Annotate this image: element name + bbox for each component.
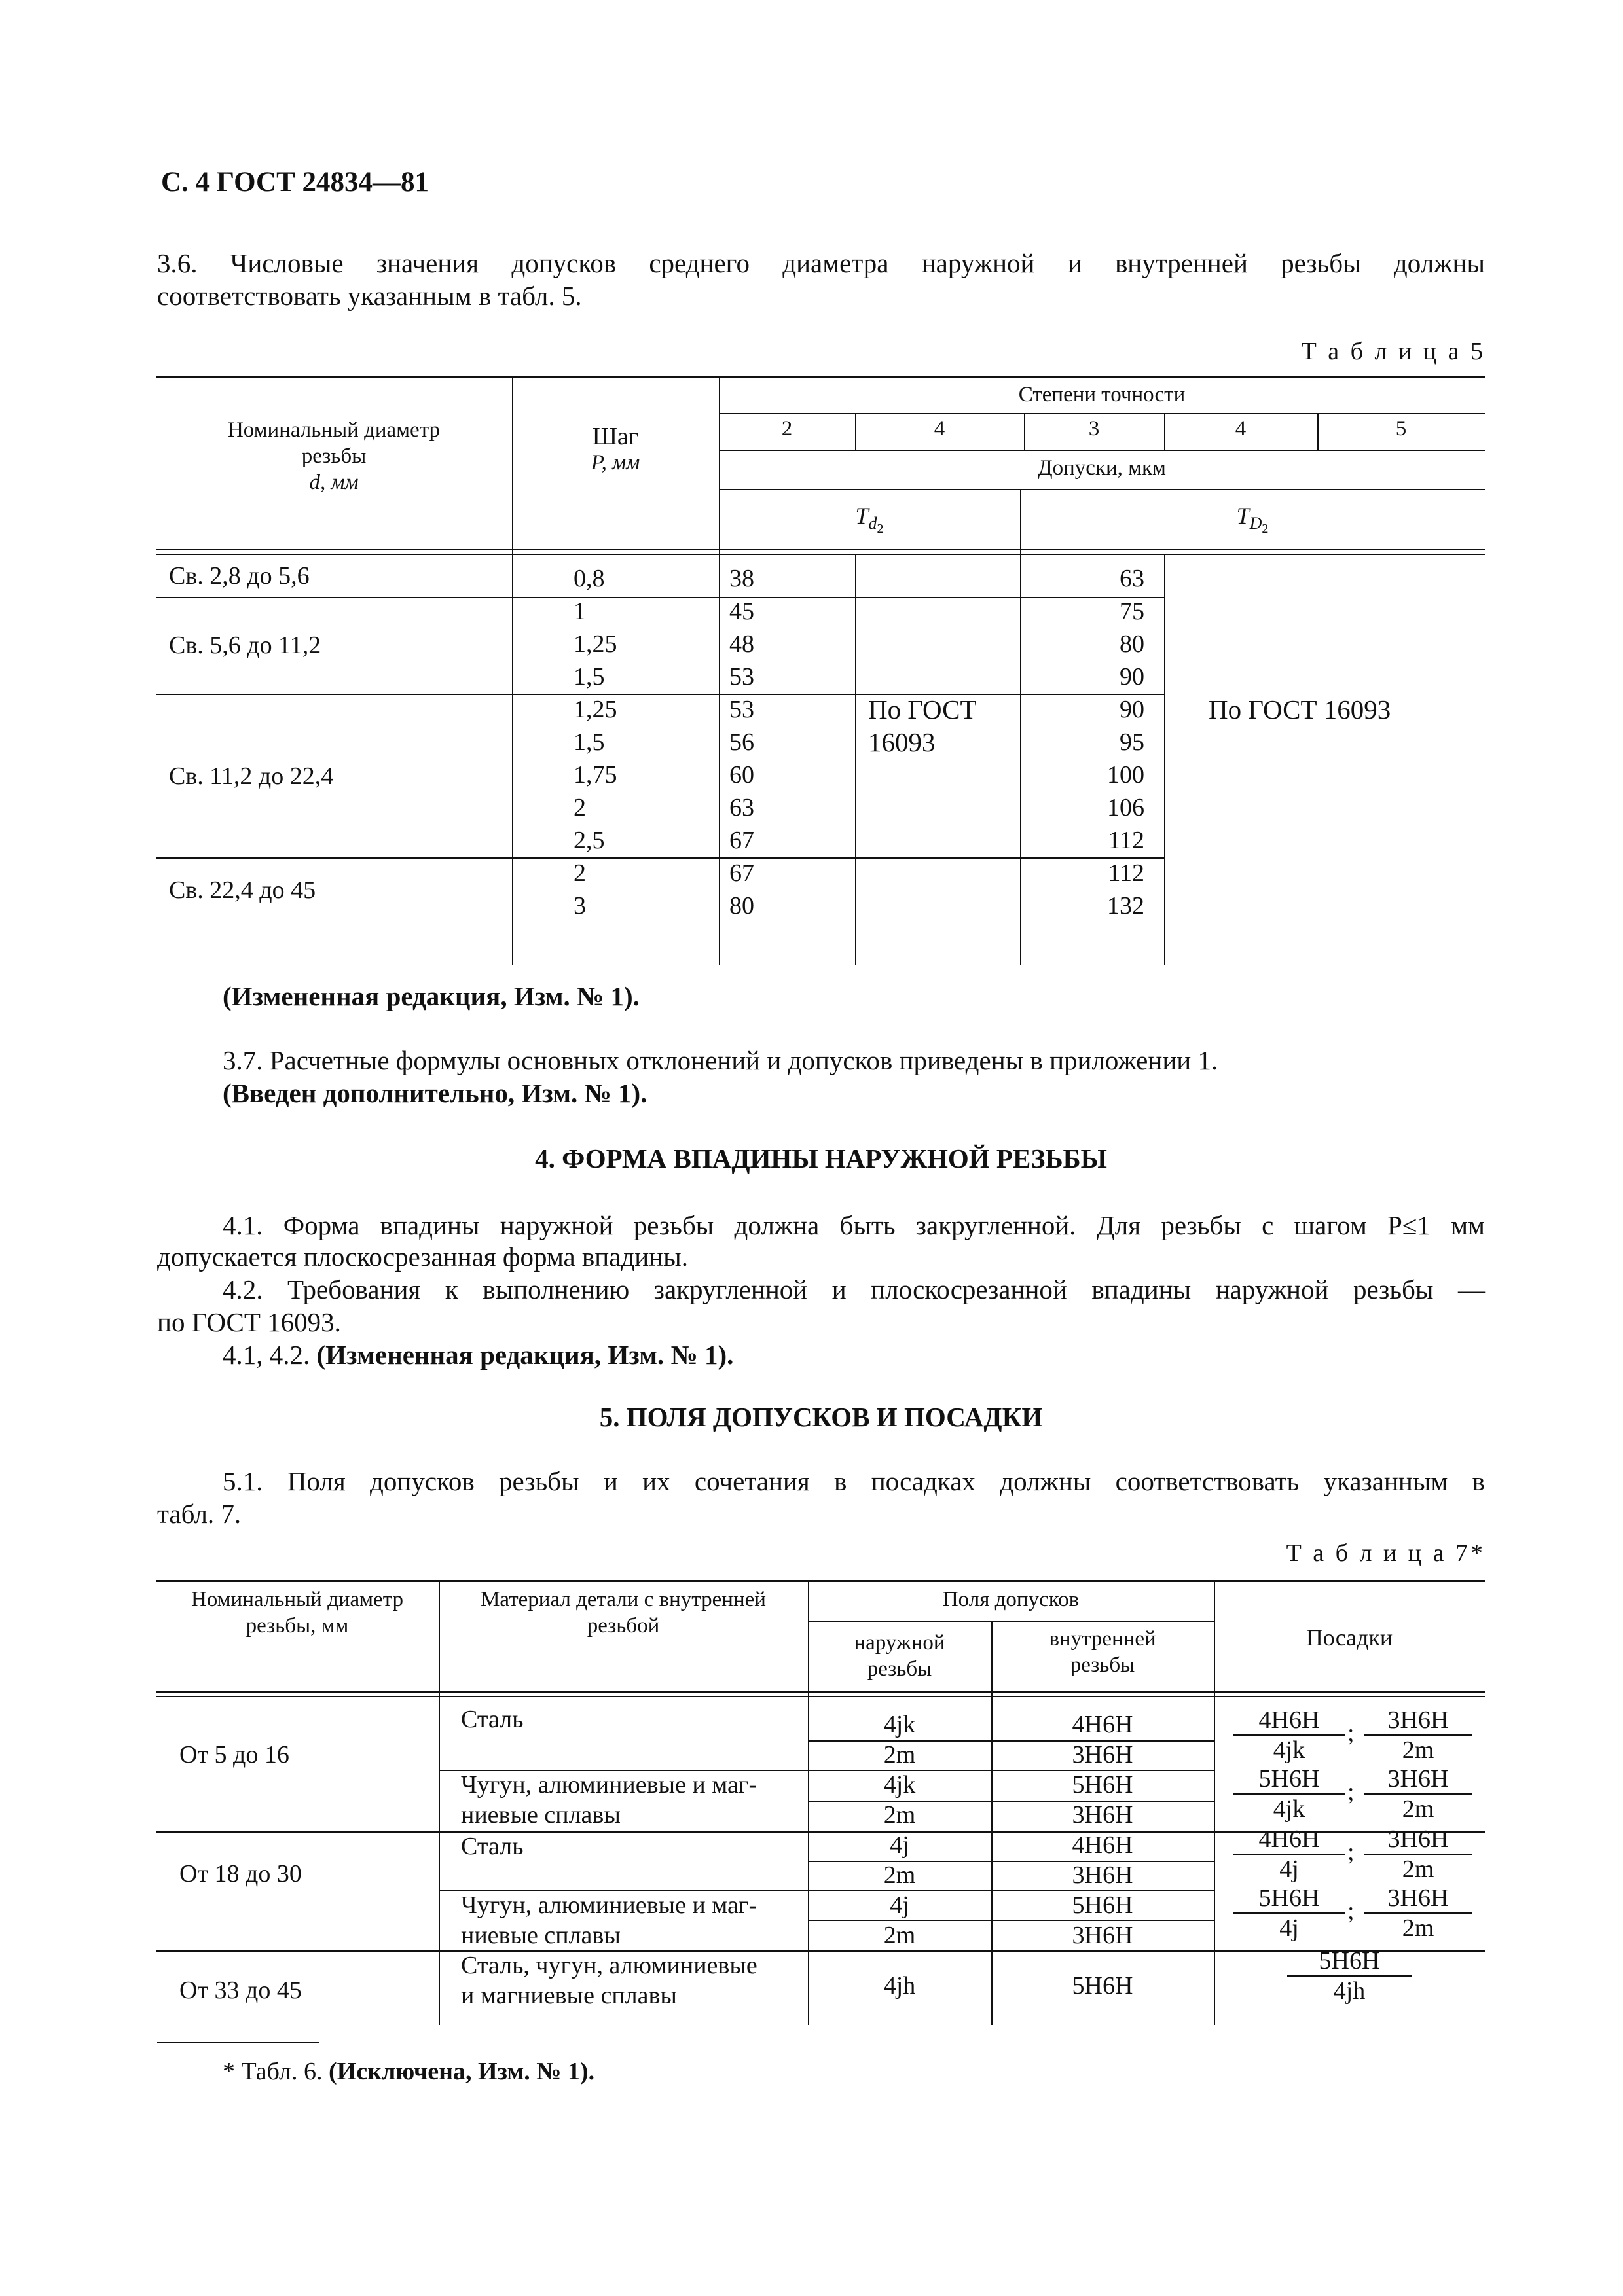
table-5-tolerance-header: Допуски, мкм bbox=[1038, 456, 1166, 480]
table-5-accuracy-header: Степени точности bbox=[1018, 383, 1186, 406]
table-5-pitch: 1,75 bbox=[574, 761, 617, 789]
table-5-grade: 5 bbox=[1395, 417, 1407, 440]
table-5-value: 112 bbox=[1108, 859, 1144, 887]
paragraph-4-2-line-2: по ГОСТ 16093. bbox=[157, 1307, 341, 1337]
table-5-tD2-symbol: $T_{D_2}$ bbox=[1236, 503, 1269, 537]
paragraph-5-1-line-2: табл. 7. bbox=[157, 1499, 242, 1529]
table-5-value: 132 bbox=[1107, 892, 1144, 920]
table-5-col-diameter-header: Номинальный диаметр резьбы d, мм bbox=[227, 418, 441, 494]
table-7-outer-field: 2m bbox=[883, 1801, 916, 1829]
table-5-col-pitch-header: Шаг P, мм bbox=[591, 423, 640, 475]
table-7-outer-field: 2m bbox=[883, 1861, 916, 1889]
table-5-pitch: 3 bbox=[574, 892, 586, 920]
table-5-value: 48 bbox=[729, 630, 754, 658]
table-7-inner-field: 4H6H bbox=[1072, 1711, 1133, 1738]
table-5-tD2-grade45-ref: По ГОСТ 16093 bbox=[1209, 694, 1391, 725]
table-5-td2-symbol: $T_{d_2}$ bbox=[855, 503, 884, 537]
table-5-grade: 4 bbox=[1235, 417, 1247, 440]
table-5-value: 63 bbox=[729, 794, 754, 821]
paragraph-4-1-line-1: 4.1. Форма впадины наружной резьбы должна быть закругленной. Для резьбы с шагом P≤1 мм bbox=[223, 1210, 1485, 1240]
table-7-outer-field: 4j bbox=[890, 1831, 909, 1859]
table-7-fit: 5H6H 4j ; 3H6H 2m bbox=[1214, 1884, 1485, 1944]
table-7-outer-field: 4jk bbox=[883, 1711, 916, 1738]
table-5-grade: 3 bbox=[1088, 417, 1100, 440]
table-7-inner-field: 5H6H bbox=[1072, 1972, 1133, 2000]
table-7-fields-header: Поля допусков bbox=[942, 1588, 1080, 1611]
table-7-material: Чугун, алюминиевые и маг- ниевые сплавы bbox=[461, 1771, 757, 1829]
table-7-material: Сталь, чугун, алюминиевые и магниевые сплавы bbox=[461, 1952, 757, 2009]
table-5-value: 75 bbox=[1120, 598, 1144, 625]
table-5-value: 53 bbox=[729, 696, 754, 723]
table-5-td2-grade2-column bbox=[729, 562, 754, 922]
table-5-value: 38 bbox=[729, 565, 754, 592]
table-5-pitch: 1,5 bbox=[574, 728, 605, 756]
table-5-value: 63 bbox=[1120, 565, 1144, 592]
table-7-col-material-header: Материал детали с внутренней резьбой bbox=[481, 1588, 766, 1638]
table-5-value: 45 bbox=[729, 598, 754, 625]
table-5-value: 100 bbox=[1107, 761, 1144, 789]
table-5-value: 80 bbox=[1120, 630, 1144, 658]
table-5-value: 67 bbox=[729, 859, 754, 887]
table-5-grade: 4 bbox=[934, 417, 945, 440]
paragraph-4-2-line-1: 4.2. Требования к выполнению закругленной и плоскосрезанной впадины наружной резьбы — bbox=[223, 1274, 1485, 1304]
table-7-diameter: От 18 до 30 bbox=[179, 1860, 302, 1888]
table-7-outer-field: 2m bbox=[883, 1922, 916, 1949]
note-changed-edition: (Измененная редакция, Изм. № 1). bbox=[223, 981, 640, 1011]
table-5-pitch: 2 bbox=[574, 859, 586, 887]
table-5-pitch: 2,5 bbox=[574, 827, 605, 854]
table-5 bbox=[156, 376, 1485, 965]
table-5-value: 112 bbox=[1108, 827, 1144, 854]
table-5-caption: Т а б л и ц а 5 bbox=[1301, 338, 1486, 365]
table-7 bbox=[156, 1580, 1485, 2025]
table-5-pitch: 1,25 bbox=[574, 630, 617, 658]
table-7-fits-header: Посадки bbox=[1305, 1624, 1393, 1651]
table-5-diameter-group: Св. 22,4 до 45 bbox=[169, 876, 316, 904]
table-7-outer-field: 4j bbox=[890, 1892, 909, 1919]
table-5-value: 80 bbox=[729, 892, 754, 920]
table-5-value: 60 bbox=[729, 761, 754, 789]
table-5-diameter-group: Св. 11,2 до 22,4 bbox=[169, 762, 334, 790]
table-7-fit: 5H6H 4jh bbox=[1214, 1946, 1485, 2007]
table-5-value: 90 bbox=[1120, 696, 1144, 723]
table-7-material: Сталь bbox=[461, 1833, 524, 1860]
table-7-material: Сталь bbox=[461, 1706, 524, 1733]
table-5-value: 90 bbox=[1120, 663, 1144, 691]
table-7-caption: Т а б л и ц а 7* bbox=[1286, 1539, 1486, 1567]
table-5-pitch: 1 bbox=[574, 598, 586, 625]
table-5-pitch: 2 bbox=[574, 794, 586, 821]
note-introduced: (Введен дополнительно, Изм. № 1). bbox=[223, 1078, 647, 1108]
table-7-diameter: От 5 до 16 bbox=[179, 1741, 289, 1768]
table-7-fit: 5H6H 4jk ; 3H6H 2m bbox=[1214, 1765, 1485, 1825]
table-5-pitch: 0,8 bbox=[574, 565, 605, 592]
table-7-material: Чугун, алюминиевые и маг- ниевые сплавы bbox=[461, 1892, 757, 1949]
table-7-outer-column bbox=[808, 1710, 991, 1950]
paragraph-5-1-line-1: 5.1. Поля допусков резьбы и их сочетания в посадках должны соответствовать указанным в bbox=[223, 1466, 1485, 1496]
paragraph-4-1-line-2: допускается плоскосрезанная форма впадины. bbox=[157, 1242, 688, 1272]
footnote-rule bbox=[157, 2042, 319, 2043]
table-5-diameter-group: Св. 5,6 до 11,2 bbox=[169, 632, 321, 659]
paragraph-3-6-line-2: соответствовать указанным в табл. 5. bbox=[157, 281, 582, 311]
table-5-pitch: 1,25 bbox=[574, 696, 617, 723]
table-5-value: 56 bbox=[729, 728, 754, 756]
table-7-inner-field: 4H6H bbox=[1072, 1831, 1133, 1859]
table-7-outer-field: 4jh bbox=[883, 1972, 916, 2000]
table-5-pitch-column bbox=[574, 562, 617, 922]
paragraph-3-6-line-1: 3.6. Числовые значения допусков среднего диаметра наружной и внутренней резьбы должны bbox=[157, 248, 1485, 278]
table-5-grade: 2 bbox=[781, 417, 793, 440]
table-5-value: 53 bbox=[729, 663, 754, 691]
table-7-inner-field: 3H6H bbox=[1072, 1801, 1133, 1829]
table-7-diameter: От 33 до 45 bbox=[179, 1977, 302, 2004]
table-7-inner-header: внутренней резьбы bbox=[1049, 1627, 1156, 1677]
table-7-inner-field: 3H6H bbox=[1072, 1861, 1133, 1889]
table-7-inner-column bbox=[991, 1710, 1214, 1950]
section-4-title: 4. ФОРМА ВПАДИНЫ НАРУЖНОЙ РЕЗЬБЫ bbox=[535, 1143, 1107, 1174]
table-5-value: 95 bbox=[1120, 728, 1144, 756]
table-5-value: 106 bbox=[1107, 794, 1144, 821]
table-5-tD2-grade3-column bbox=[1033, 562, 1144, 922]
paragraph-4-1-4-2-note: 4.1, 4.2. (Измененная редакция, Изм. № 1). bbox=[223, 1340, 734, 1370]
table-7-outer-header: наружной резьбы bbox=[854, 1631, 945, 1681]
footnote: * Табл. 6. (Исключена, Изм. № 1). bbox=[223, 2058, 595, 2085]
table-7-fit: 4H6H 4jk ; 3H6H 2m bbox=[1214, 1706, 1485, 1766]
table-5-value: 67 bbox=[729, 827, 754, 854]
table-7-inner-field: 3H6H bbox=[1072, 1741, 1133, 1768]
table-5-td2-grade4-ref: По ГОСТ 16093 bbox=[868, 694, 977, 757]
section-5-title: 5. ПОЛЯ ДОПУСКОВ И ПОСАДКИ bbox=[599, 1402, 1043, 1432]
table-7-outer-field: 4jk bbox=[883, 1771, 916, 1799]
table-7-col-diameter-header: Номинальный диаметр резьбы, мм bbox=[191, 1588, 404, 1638]
page-header: С. 4 ГОСТ 24834—81 bbox=[161, 167, 429, 198]
table-5-diameter-group: Св. 2,8 до 5,6 bbox=[169, 562, 310, 590]
table-7-inner-field: 5H6H bbox=[1072, 1771, 1133, 1799]
table-7-outer-field: 2m bbox=[883, 1741, 916, 1768]
table-7-fit: 4H6H 4j ; 3H6H 2m bbox=[1214, 1825, 1485, 1885]
table-7-inner-field: 3H6H bbox=[1072, 1922, 1133, 1949]
paragraph-3-7: 3.7. Расчетные формулы основных отклонений и допусков приведены в приложении 1. bbox=[223, 1045, 1218, 1075]
table-7-inner-field: 5H6H bbox=[1072, 1892, 1133, 1919]
table-5-pitch: 1,5 bbox=[574, 663, 605, 691]
